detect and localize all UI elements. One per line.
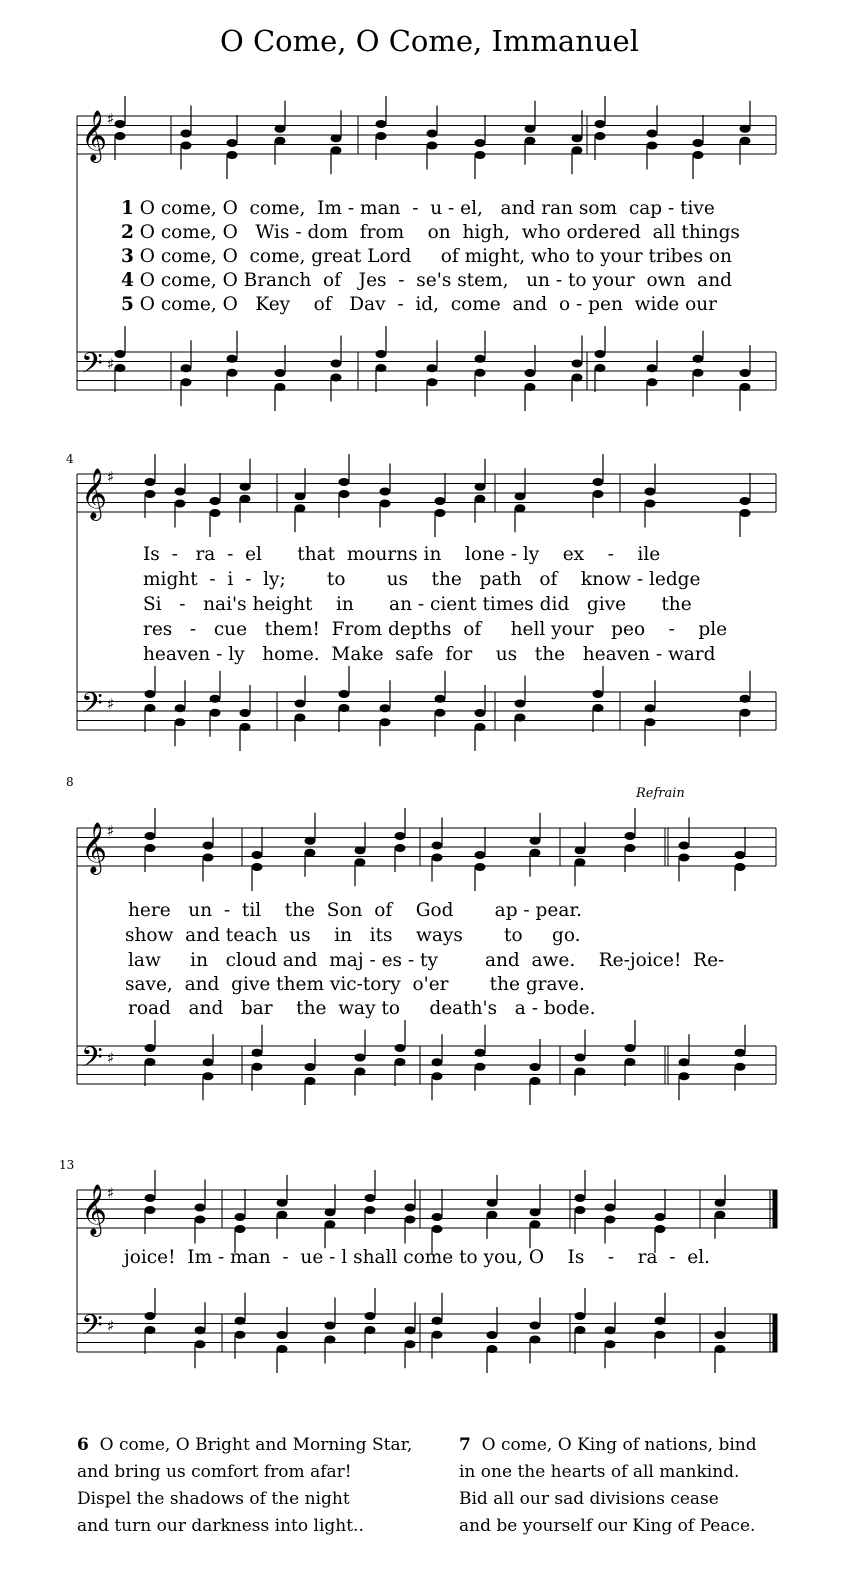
lyric-line: Is - ra - el that mourns in lone - ly ex - ile [143, 544, 661, 565]
bass-clef: 𝄢 [81, 1309, 103, 1349]
notehead [240, 495, 251, 503]
notehead [605, 1216, 616, 1224]
notehead [235, 1317, 246, 1325]
refrain-label: Refrain [636, 786, 685, 801]
notehead [432, 1225, 443, 1233]
notehead [655, 1331, 666, 1339]
notehead [740, 695, 751, 703]
notehead [715, 1199, 726, 1207]
final-barline [773, 1314, 777, 1352]
notehead [339, 690, 350, 698]
notehead [376, 364, 387, 372]
lyric-line: Si - nai's height in an - cient times did give the [143, 594, 692, 615]
notehead [740, 709, 751, 717]
lyric-line: show and teach us in its ways to go. [125, 925, 581, 946]
notehead [515, 714, 526, 722]
notehead [355, 1068, 366, 1076]
notehead [365, 1326, 376, 1334]
notehead [645, 488, 656, 496]
lyric-line: here un - til the Son of God ap - pear. [128, 900, 583, 921]
verse-6 [77, 1432, 412, 1540]
verse-line: in one the hearts of all mankind. [459, 1462, 740, 1482]
notehead [655, 1225, 666, 1233]
notehead [740, 497, 751, 505]
key-signature-sharp: ♯ [107, 1184, 115, 1202]
notehead [365, 1194, 376, 1202]
notehead [405, 1216, 416, 1224]
notehead [115, 132, 126, 140]
notehead [325, 1220, 336, 1228]
notehead [145, 690, 156, 698]
notehead [380, 500, 391, 508]
notehead [227, 369, 238, 377]
notehead [175, 500, 186, 508]
notehead [145, 1312, 156, 1320]
notehead [380, 704, 391, 712]
notehead [331, 360, 342, 368]
notehead [432, 1058, 443, 1066]
notehead [427, 130, 438, 138]
notehead [475, 483, 486, 491]
verse-line: and be yourself our King of Peace. [459, 1516, 756, 1536]
notehead [195, 1204, 206, 1212]
notehead [530, 1322, 541, 1330]
notehead [210, 497, 221, 505]
notehead [530, 837, 541, 845]
lyric-line: 2 O come, O Wis - dom from on high, who ordered all things [121, 222, 740, 243]
treble-clef: 𝄞 [81, 822, 108, 873]
notehead [625, 1044, 636, 1052]
hymn-title: O Come, O Come, Immanuel [219, 24, 639, 58]
notehead [331, 146, 342, 154]
notehead [195, 1340, 206, 1348]
notehead [432, 1317, 443, 1325]
notehead [647, 142, 658, 150]
notehead [435, 695, 446, 703]
notehead [252, 851, 263, 859]
notehead [575, 1206, 586, 1214]
notehead [376, 350, 387, 358]
notehead [515, 700, 526, 708]
notehead [530, 1208, 541, 1216]
notehead [735, 1063, 746, 1071]
notehead [432, 1331, 443, 1339]
notehead [475, 863, 486, 871]
bass-clef: 𝄢 [81, 347, 103, 387]
notehead [405, 1326, 416, 1334]
notehead [740, 383, 751, 391]
bass-clef: 𝄢 [81, 687, 103, 727]
notehead [395, 844, 406, 852]
notehead [295, 714, 306, 722]
notehead [252, 1049, 263, 1057]
notehead [339, 704, 350, 712]
notehead [593, 478, 604, 486]
notehead [331, 134, 342, 142]
notehead [376, 132, 387, 140]
notehead [277, 1211, 288, 1219]
notehead [145, 1194, 156, 1202]
notehead [277, 1331, 288, 1339]
notehead [115, 120, 126, 128]
notehead [339, 490, 350, 498]
notehead [572, 374, 583, 382]
notehead [175, 718, 186, 726]
notehead [735, 851, 746, 859]
notehead [395, 1058, 406, 1066]
notehead [295, 700, 306, 708]
notehead [595, 120, 606, 128]
notehead [325, 1336, 336, 1344]
key-signature-sharp: ♯ [107, 695, 115, 713]
notehead [203, 1058, 214, 1066]
notehead [530, 1077, 541, 1085]
notehead [195, 1326, 206, 1334]
notehead [475, 1049, 486, 1057]
notehead [740, 125, 751, 133]
notehead [693, 369, 704, 377]
key-signature-sharp: ♯ [107, 468, 115, 486]
notehead [235, 1331, 246, 1339]
notehead [395, 1044, 406, 1052]
notehead [735, 863, 746, 871]
notehead [145, 478, 156, 486]
key-signature-sharp: ♯ [107, 822, 115, 840]
lyric-line: 4 O come, O Branch of Jes - se's stem, un - to your own and [121, 270, 732, 291]
notehead [525, 383, 536, 391]
notehead [432, 1213, 443, 1221]
notehead [515, 492, 526, 500]
notehead [525, 125, 536, 133]
notehead [593, 690, 604, 698]
notehead [427, 142, 438, 150]
notehead [376, 120, 387, 128]
final-barline [773, 1190, 777, 1228]
notehead [240, 723, 251, 731]
notehead [475, 151, 486, 159]
notehead [575, 1194, 586, 1202]
notehead [625, 844, 636, 852]
notehead [475, 709, 486, 717]
notehead [227, 355, 238, 363]
notehead [195, 1216, 206, 1224]
notehead [475, 355, 486, 363]
notehead [575, 1068, 586, 1076]
notehead [432, 1072, 443, 1080]
notehead [530, 1063, 541, 1071]
notehead [530, 1336, 541, 1344]
notehead [605, 1204, 616, 1212]
notehead [595, 132, 606, 140]
notehead [575, 1312, 586, 1320]
notehead [145, 1326, 156, 1334]
notehead [181, 142, 192, 150]
notehead [210, 709, 221, 717]
notehead [693, 355, 704, 363]
notehead [145, 1058, 156, 1066]
notehead [432, 842, 443, 850]
notehead [475, 139, 486, 147]
notehead [305, 1077, 316, 1085]
notehead [625, 832, 636, 840]
notehead [655, 1213, 666, 1221]
notehead [305, 1063, 316, 1071]
notehead [525, 137, 536, 145]
notehead [235, 1213, 246, 1221]
notehead [240, 709, 251, 717]
notehead [487, 1345, 498, 1353]
notehead [475, 369, 486, 377]
notehead [395, 832, 406, 840]
notehead [572, 146, 583, 154]
notehead [252, 863, 263, 871]
lyric-line: 1 O come, O come, Im - man - u - el, and ran som cap - tive [121, 198, 715, 219]
notehead [355, 846, 366, 854]
lyric-line: might - i - ly; to us the path of know - ledge [143, 569, 701, 590]
verse-line: 7 O come, O King of nations, bind [459, 1435, 757, 1455]
notehead [735, 1049, 746, 1057]
notehead [181, 130, 192, 138]
notehead [475, 723, 486, 731]
notehead [181, 378, 192, 386]
notehead [595, 364, 606, 372]
notehead [645, 704, 656, 712]
bass-clef: 𝄢 [81, 1041, 103, 1081]
lyric-line: res - cue them! From depths of hell your peo - ple [143, 619, 728, 640]
notehead [365, 1312, 376, 1320]
notehead [715, 1345, 726, 1353]
notehead [305, 849, 316, 857]
notehead [647, 364, 658, 372]
notehead [295, 504, 306, 512]
notehead [435, 497, 446, 505]
lyric-line: joice! Im - man - ue - l shall come to you, O Is - ra - el. [124, 1247, 711, 1268]
verse-line: and turn our darkness into light.. [77, 1516, 364, 1536]
notehead [145, 490, 156, 498]
notehead [145, 1044, 156, 1052]
notehead [325, 1322, 336, 1330]
lyric-line: save, and give them vic-tory o'er the grave. [125, 974, 585, 995]
lyric-line: 5 O come, O Key of Dav - id, come and o - pen wide our [121, 294, 717, 315]
notehead [427, 364, 438, 372]
notehead [605, 1340, 616, 1348]
treble-clef: 𝄞 [81, 110, 108, 161]
notehead [740, 509, 751, 517]
notehead [277, 1199, 288, 1207]
notehead [575, 858, 586, 866]
notehead [275, 383, 286, 391]
notehead [405, 1204, 416, 1212]
notehead [240, 483, 251, 491]
verse-line: Dispel the shadows of the night [77, 1489, 350, 1509]
notehead [203, 1072, 214, 1080]
measure-number: 13 [59, 1158, 75, 1172]
notehead [115, 350, 126, 358]
notehead [435, 509, 446, 517]
notehead [715, 1331, 726, 1339]
notehead [355, 858, 366, 866]
treble-clef: 𝄞 [81, 468, 108, 519]
notehead [679, 1072, 690, 1080]
notehead [427, 378, 438, 386]
notehead [530, 1220, 541, 1228]
notehead [595, 350, 606, 358]
notehead [339, 478, 350, 486]
notehead [210, 509, 221, 517]
notehead [175, 488, 186, 496]
notehead [227, 151, 238, 159]
treble-clef: 𝄞 [81, 1184, 108, 1235]
notehead [593, 490, 604, 498]
notehead [530, 849, 541, 857]
notehead [210, 695, 221, 703]
notehead [275, 137, 286, 145]
notehead [365, 1206, 376, 1214]
notehead [487, 1211, 498, 1219]
notehead [647, 130, 658, 138]
notehead [325, 1208, 336, 1216]
notehead [740, 369, 751, 377]
notehead [275, 369, 286, 377]
notehead [679, 842, 690, 850]
notehead [575, 846, 586, 854]
notehead [145, 844, 156, 852]
notehead [487, 1331, 498, 1339]
measure-number: 4 [66, 452, 74, 466]
key-signature-sharp: ♯ [107, 110, 115, 128]
notehead [475, 495, 486, 503]
notehead [605, 1326, 616, 1334]
verse-line: and bring us comfort from afar! [77, 1462, 352, 1482]
notehead [203, 854, 214, 862]
notehead [475, 851, 486, 859]
notehead [115, 364, 126, 372]
notehead [405, 1340, 416, 1348]
notehead [572, 134, 583, 142]
notehead [572, 360, 583, 368]
notehead [679, 854, 690, 862]
notehead [487, 1199, 498, 1207]
notehead [693, 151, 704, 159]
notehead [645, 718, 656, 726]
measure-number: 8 [66, 775, 74, 789]
notehead [693, 139, 704, 147]
notehead [145, 704, 156, 712]
key-signature-sharp: ♯ [107, 1317, 115, 1335]
notehead [625, 1058, 636, 1066]
lyric-line: heaven - ly home. Make safe for us the heaven - ward [143, 644, 716, 665]
key-signature-sharp: ♯ [107, 355, 115, 373]
notehead [203, 842, 214, 850]
notehead [331, 374, 342, 382]
notehead [145, 1206, 156, 1214]
notehead [227, 139, 238, 147]
notehead [145, 832, 156, 840]
notehead [305, 837, 316, 845]
lyric-line: road and bar the way to death's a - bode. [128, 998, 596, 1019]
notehead [277, 1345, 288, 1353]
notehead [380, 718, 391, 726]
notehead [432, 854, 443, 862]
notehead [380, 488, 391, 496]
verse-line: Bid all our sad divisions cease [459, 1489, 719, 1509]
notehead [435, 709, 446, 717]
notehead [252, 1063, 263, 1071]
lyric-line: law in cloud and maj - es - ty and awe. Re-joice! Re- [128, 950, 725, 971]
notehead [740, 137, 751, 145]
notehead [679, 1058, 690, 1066]
verse-7 [459, 1432, 757, 1540]
notehead [525, 369, 536, 377]
notehead [655, 1317, 666, 1325]
notehead [475, 1063, 486, 1071]
notehead [295, 492, 306, 500]
notehead [715, 1211, 726, 1219]
notehead [275, 125, 286, 133]
notehead [175, 704, 186, 712]
notehead [355, 1054, 366, 1062]
key-signature-sharp: ♯ [107, 1049, 115, 1067]
notehead [575, 1326, 586, 1334]
lyric-line: 3 O come, O come, great Lord of might, who to your tribes on [121, 246, 732, 267]
notehead [645, 500, 656, 508]
notehead [181, 364, 192, 372]
notehead [515, 504, 526, 512]
verse-line: 6 O come, O Bright and Morning Star, [77, 1435, 413, 1455]
notehead [235, 1225, 246, 1233]
notehead [647, 378, 658, 386]
notehead [575, 1054, 586, 1062]
notehead [593, 704, 604, 712]
